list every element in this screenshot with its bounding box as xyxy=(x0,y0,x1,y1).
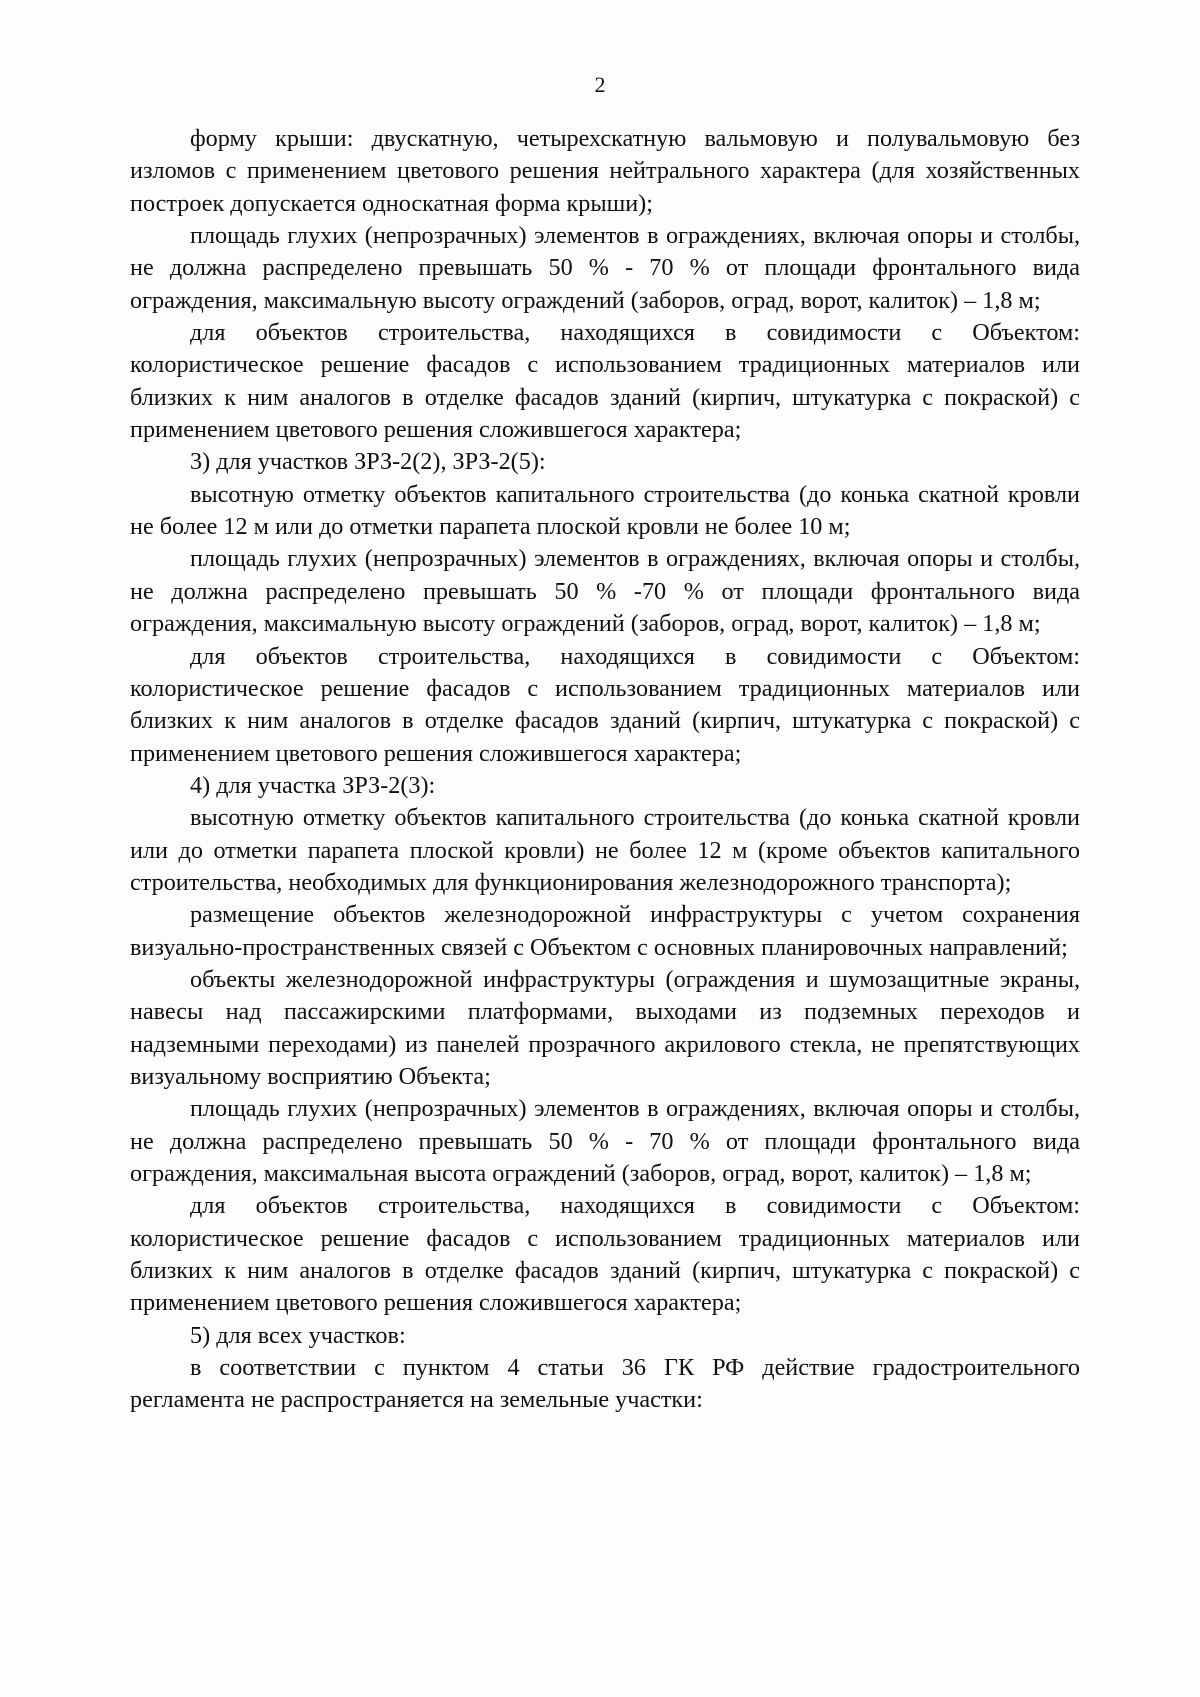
paragraph-roof-shape: форму крыши: двускатную, четырехскатную вальмовую и полувальмовую без изломов с применением цветового решения нейтрального характера (для хозяйственных построек допускается односкатная форма крыши); xyxy=(130,125,1080,217)
paragraph-height-limit: высотную отметку объектов капитального строительства (до конька скатной кровли или до отметки парапета плоской кровли) не более 12 м (кроме объектов капитального строительства, необходимых для функционирования железнодорожного транспорта); xyxy=(130,804,1080,896)
paragraph-section-3-heading: 3) для участков ЗРЗ-2(2), ЗРЗ-2(5): xyxy=(190,448,546,476)
paragraph-facade-color: для объектов строительства, находящихся в совидимости с Объектом: колористическое решение фасадов с использованием традиционных материалов или близких к ним аналогов в отделке фасадов зданий (кирпич, штукатурка с покраской) с применением цветового решения сложившегося характера; xyxy=(130,319,1080,444)
paragraph-regulation-exception: в соответствии с пунктом 4 статьи 36 ГК РФ действие градостроительного регламента не распространяется на земельные участки: xyxy=(130,1354,1080,1414)
paragraph-railway-objects: объекты железнодорожной инфраструктуры (ограждения и шумозащитные экраны, навесы над пассажирскими платформами, выходами из подземных переходов и надземными переходами) из панелей прозрачного акрилового стекла, не препятствующих визуальному восприятию Объекта; xyxy=(130,965,1080,1090)
paragraph-section-4-heading: 4) для участка ЗРЗ-2(3): xyxy=(190,771,436,799)
page-number: 2 xyxy=(594,72,606,97)
document-body xyxy=(130,123,1080,1417)
paragraph-fence-area: площадь глухих (непрозрачных) элементов в ограждениях, включая опоры и столбы, не должна распределено превышать 50 % -70 % от площади фронтального вида ограждения, максимальную высоту ограждений (заборов, оград, ворот, калиток) – 1,8 м; xyxy=(130,545,1080,638)
paragraph-facade-color: для объектов строительства, находящихся в совидимости с Объектом: колористическое решение фасадов с использованием традиционных материалов или близких к ним аналогов в отделке фасадов зданий (кирпич, штукатурка с покраской) с применением цветового решения сложившегося характера; xyxy=(130,1192,1080,1317)
paragraph-height-limit: высотную отметку объектов капитального строительства (до конька скатной кровли не более 12 м или до отметки парапета плоской кровли не более 10 м; xyxy=(130,480,1080,541)
paragraph-facade-color: для объектов строительства, находящихся в совидимости с Объектом: колористическое решение фасадов с использованием традиционных материалов или близких к ним аналогов в отделке фасадов зданий (кирпич, штукатурка с покраской) с применением цветового решения сложившегося характера; xyxy=(130,642,1080,767)
paragraph-fence-area: площадь глухих (непрозрачных) элементов в ограждениях, включая опоры и столбы, не должна распределено превышать 50 % - 70 % от площади фронтального вида ограждения, максимальную высоту ограждений (заборов, оград, ворот, калиток) – 1,8 м; xyxy=(130,222,1080,314)
paragraph-section-5-heading: 5) для всех участков: xyxy=(190,1321,406,1349)
paragraph-railway-placement: размещение объектов железнодорожной инфраструктуры с учетом сохранения визуально-пространственных связей с Объектом с основных планировочных направлений; xyxy=(130,901,1080,961)
paragraph-fence-area: площадь глухих (непрозрачных) элементов в ограждениях, включая опоры и столбы, не должна распределено превышать 50 % - 70 % от площади фронтального вида ограждения, максимальная высота ограждений (заборов, оград, ворот, калиток) – 1,8 м; xyxy=(130,1095,1080,1187)
